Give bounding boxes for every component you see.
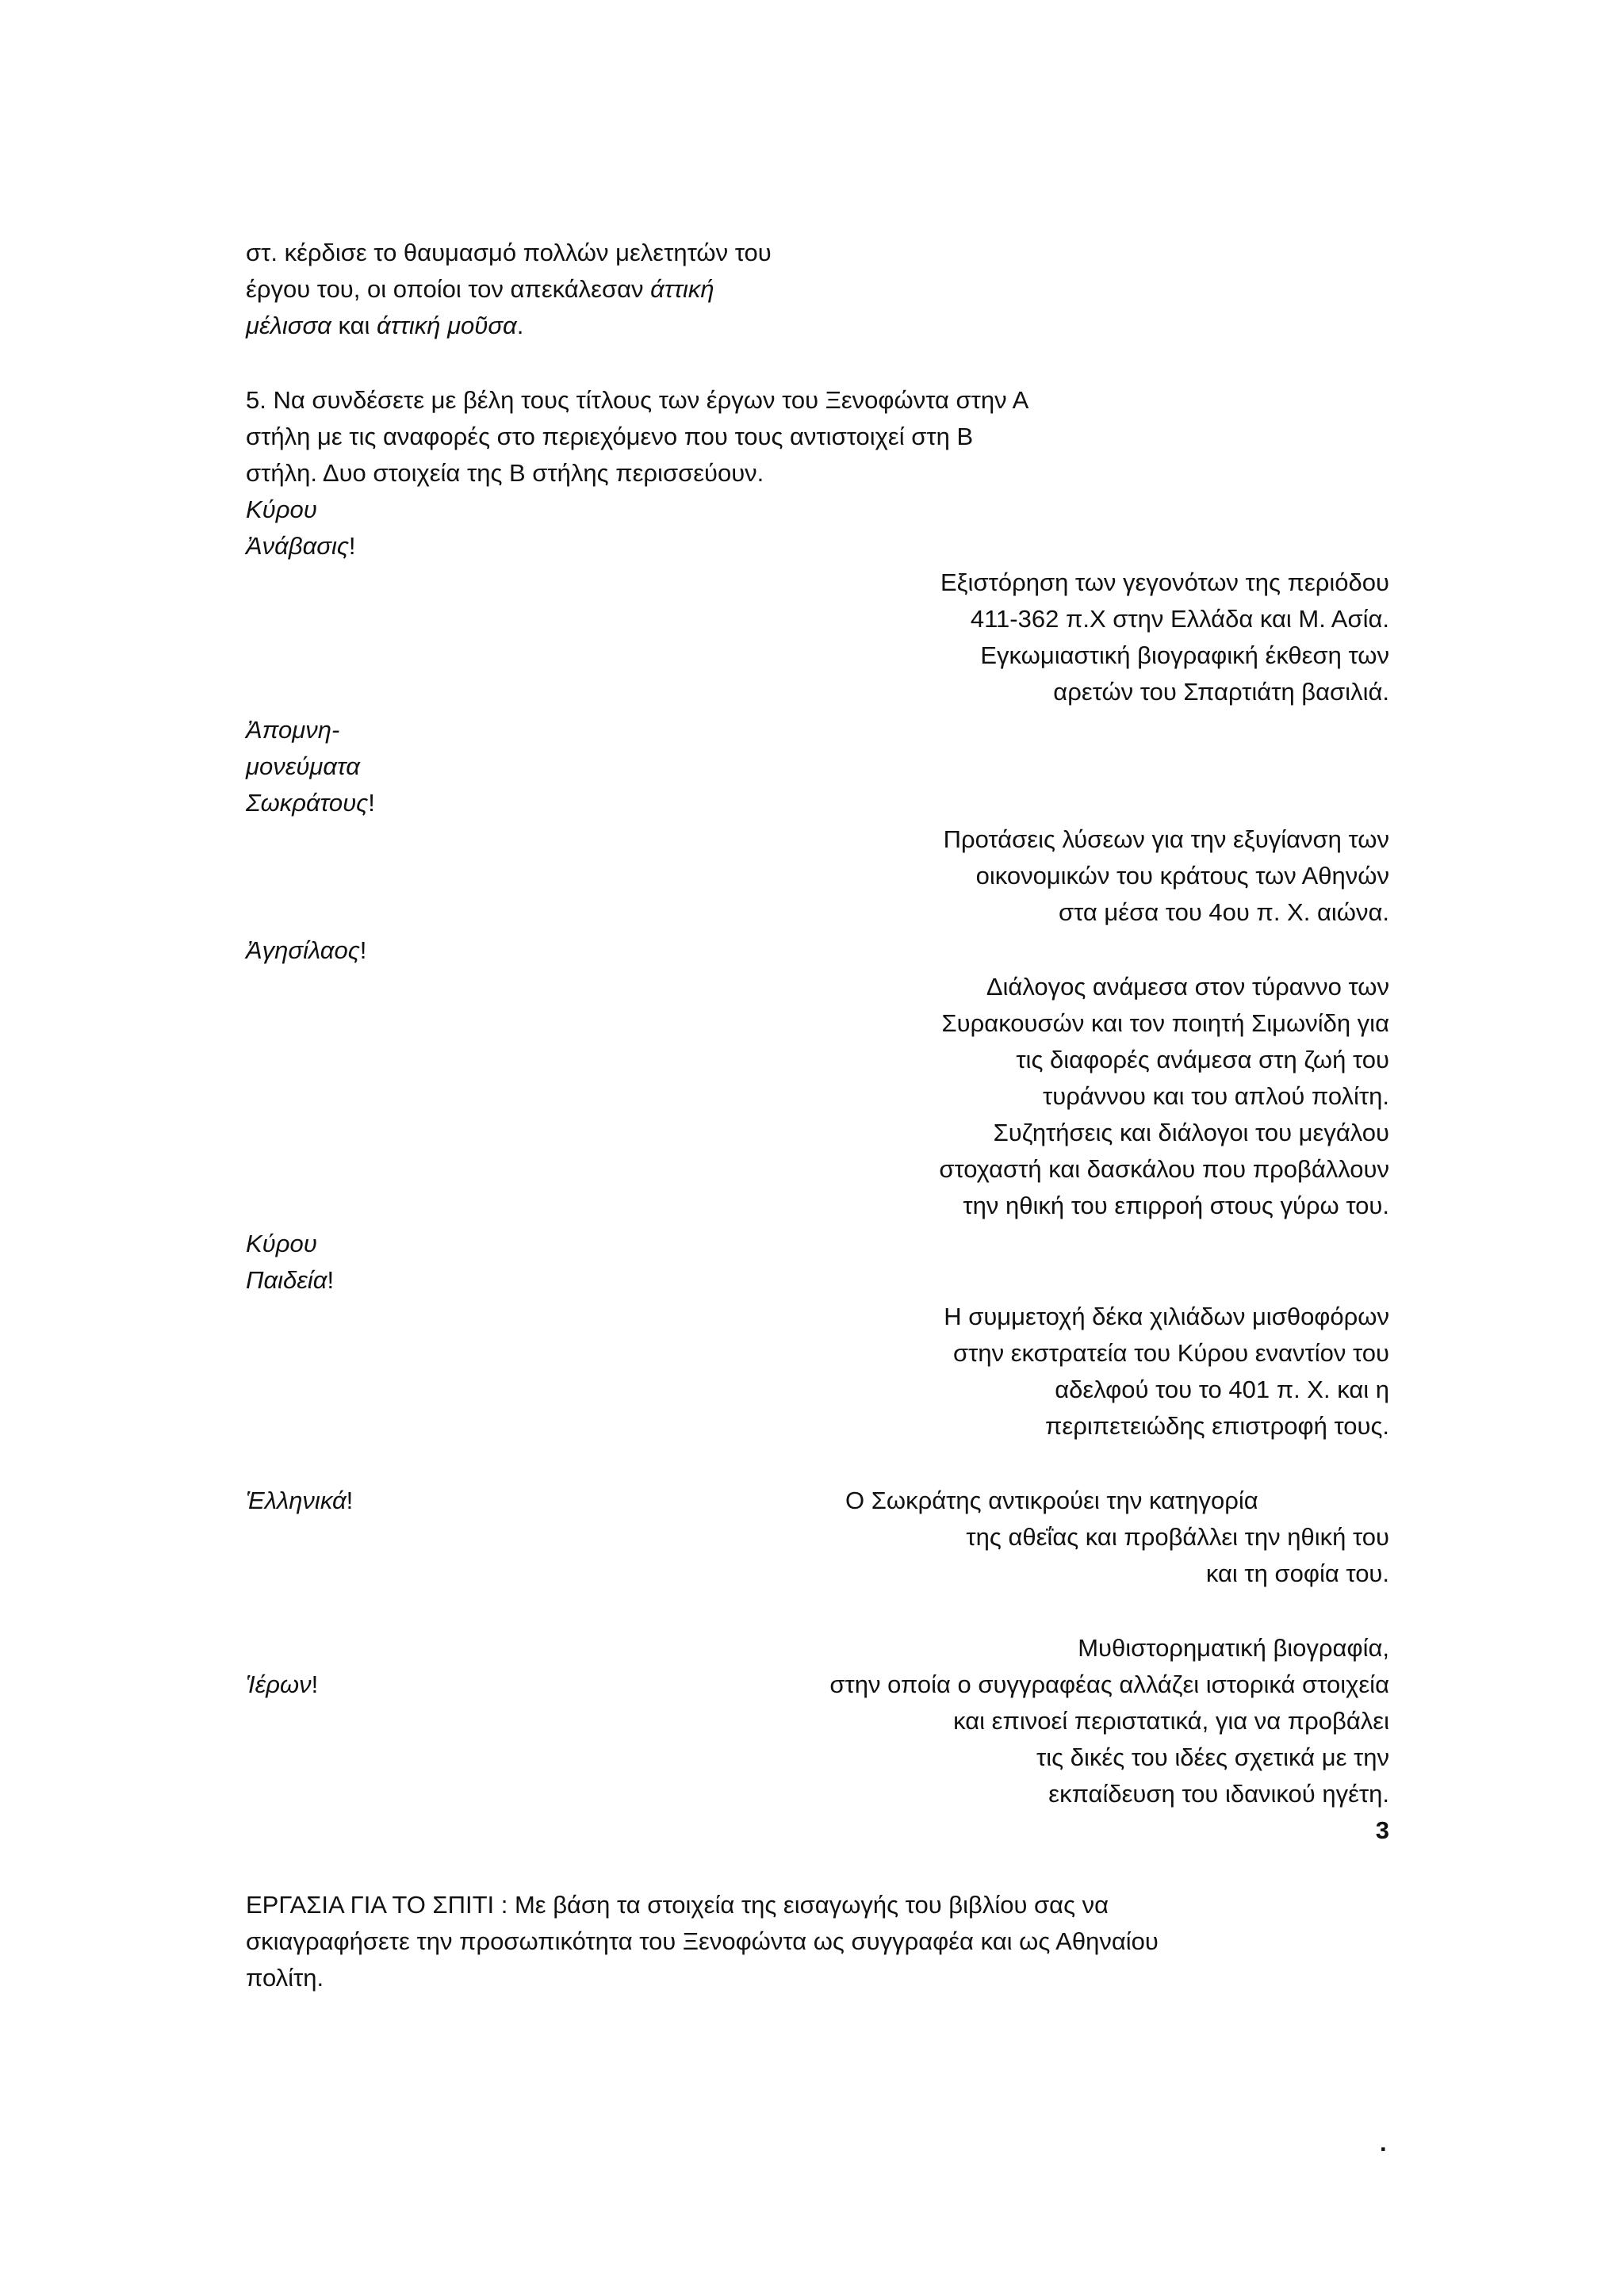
anchor-mark: ! — [311, 1670, 319, 1698]
homework-line-2: σκιαγραφήσετε την προσωπικότητα του Ξενοφώντα ως συγγραφέα και ως Αθηναίου — [246, 1927, 1159, 1955]
anchor-mark: ! — [346, 1487, 354, 1514]
desc-apology-2: της αθεΐας και προβάλλει την ηθική του — [966, 1523, 1389, 1551]
homework-line-1: ΕΡΓΑΣΙΑ ΓΙΑ ΤΟ ΣΠΙΤΙ : Με βάση τα στοιχεία της εισαγωγής του βιβλίου σας να — [246, 1891, 1109, 1919]
desc-apology-1: Ο Σωκράτης αντικρούει την κατηγορία — [845, 1487, 1258, 1514]
footer-dot: . — [1380, 2129, 1387, 2156]
exercise-5-line-3: στήλη. Δυο στοιχεία της Β στήλης περισσεύουν. — [246, 459, 764, 487]
desc-anabasis-1: Η συμμετοχή δέκα χιλιάδων μισθοφόρων — [944, 1303, 1389, 1330]
desc-hiero-2: Συρακουσών και τον ποιητή Σιμωνίδη για — [941, 1009, 1389, 1037]
desc-cyropaedia-4: τις δικές του ιδέες σχετικά με την — [1036, 1743, 1389, 1771]
intro-line-3: μέλισσα και άττική μοῦσα. — [246, 312, 524, 339]
title-kyrou-anabasis-2: Ἀνάβασις! — [246, 532, 356, 560]
title-kyrou-paideia-1: Κύρου — [246, 1230, 317, 1257]
desc-agesilaus-1: Εγκωμιαστική βιογραφική έκθεση των — [980, 641, 1389, 669]
homework-line-3: πολίτη. — [246, 1964, 324, 1992]
desc-anabasis-3: αδελφού του το 401 π. Χ. και η — [1055, 1376, 1389, 1403]
score-mark: 3 — [1375, 1816, 1389, 1844]
desc-cyropaedia-2: στην οποία ο συγγραφέας αλλάζει ιστορικά στοιχεία — [829, 1670, 1389, 1698]
anchor-mark: ! — [359, 936, 367, 964]
desc-cyropaedia-5: εκπαίδευση του ιδανικού ηγέτη. — [1048, 1780, 1389, 1808]
title-ieron: Ἱέρων! — [246, 1670, 319, 1698]
title-agisilaos: Ἀγησίλαος! — [246, 936, 367, 964]
title-ellinika: Ἑλληνικά! — [246, 1487, 354, 1514]
exercise-5-line-2: στήλη με τις αναφορές στο περιεχόμενο που τους αντιστοιχεί στη Β — [246, 423, 974, 450]
exercise-5-line-1: 5. Να συνδέσετε με βέλη τους τίτλους των έργων του Ξενοφώντα στην Α — [246, 386, 1029, 414]
desc-poroi-3: στα μέσα του 4ου π. Χ. αιώνα. — [1058, 898, 1389, 926]
desc-memorabilia-3: την ηθική του επιρροή στους γύρω του. — [963, 1192, 1389, 1219]
desc-cyropaedia-3: και επινοεί περιστατικά, για να προβάλει — [953, 1707, 1389, 1735]
anchor-mark: ! — [368, 789, 375, 817]
desc-hellenica-2: 411-362 π.Χ στην Ελλάδα και Μ. Ασία. — [970, 605, 1389, 633]
desc-memorabilia-2: στοχαστή και δασκάλου που προβάλλουν — [939, 1155, 1389, 1183]
anchor-mark: ! — [327, 1266, 335, 1294]
title-apomnimoneumata-2: μονεύματα — [246, 752, 360, 780]
desc-poroi-2: οικονομικών του κράτους των Αθηνών — [975, 862, 1389, 890]
desc-poroi-1: Προτάσεις λύσεων για την εξυγίανση των — [943, 825, 1389, 853]
title-kyrou-paideia-2: Παιδεία! — [246, 1266, 335, 1294]
desc-hiero-4: τυράννου και του απλού πολίτη. — [1043, 1082, 1389, 1110]
title-kyrou-anabasis-1: Κύρου — [246, 496, 317, 523]
desc-cyropaedia-1: Μυθιστορηματική βιογραφία, — [1078, 1634, 1389, 1662]
intro-line-2: έργου του, οι οποίοι τον απεκάλεσαν άττική — [246, 275, 714, 303]
desc-hellenica-1: Εξιστόρηση των γεγονότων της περιόδου — [940, 568, 1389, 596]
desc-hiero-1: Διάλογος ανάμεσα στον τύραννο των — [986, 973, 1389, 1001]
intro-italic-term: άττική — [650, 275, 714, 303]
desc-memorabilia-1: Συζητήσεις και διάλογοι του μεγάλου — [993, 1119, 1389, 1146]
desc-anabasis-2: στην εκστρατεία του Κύρου εναντίον του — [952, 1339, 1389, 1367]
title-apomnimoneumata-3: Σωκράτους! — [246, 789, 375, 817]
intro-line-1: στ. κέρδισε το θαυμασμό πολλών μελετητών του — [246, 239, 772, 266]
desc-hiero-3: τις διαφορές ανάμεσα στη ζωή του — [1016, 1046, 1389, 1073]
desc-apology-3: και τη σοφία του. — [1205, 1559, 1389, 1587]
title-apomnimoneumata-1: Ἀπομνη- — [246, 716, 340, 744]
desc-agesilaus-2: αρετών του Σπαρτιάτη βασιλιά. — [1053, 678, 1389, 706]
anchor-mark: ! — [348, 532, 356, 560]
desc-anabasis-4: περιπετειώδης επιστροφή τους. — [1045, 1412, 1389, 1440]
